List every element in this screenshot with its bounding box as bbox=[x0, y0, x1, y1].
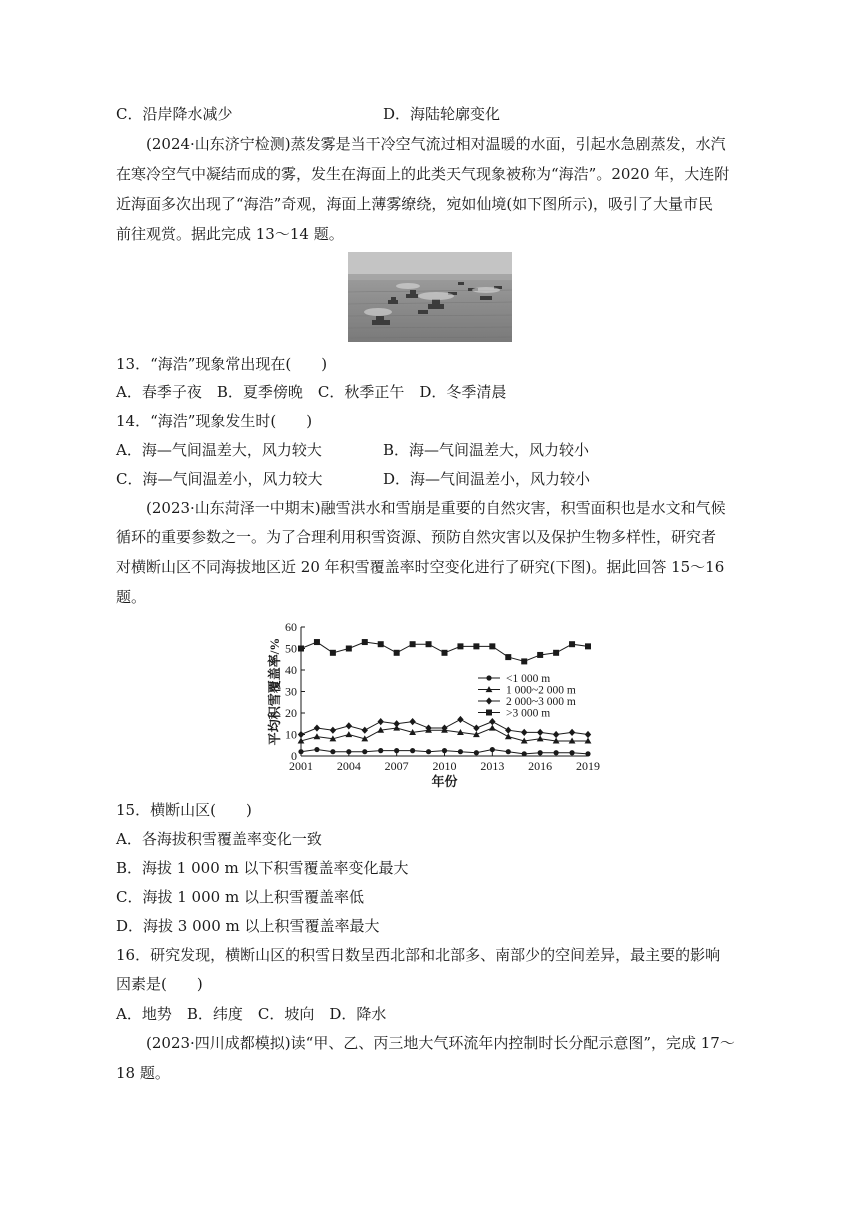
x-tick-label: 2019 bbox=[576, 759, 600, 773]
question-16: 16．研究发现，横断山区的积雪日数呈西北部和北部多、南部少的空间差异，最主要的影响 bbox=[116, 946, 721, 964]
y-tick-label: 10 bbox=[285, 727, 297, 742]
data-point bbox=[473, 724, 479, 731]
question-14-option-d: D．海—气间温差小，风力较小 bbox=[383, 470, 591, 488]
data-point bbox=[442, 650, 448, 656]
data-point bbox=[473, 643, 479, 649]
question-16-options: A．地势 B．纬度 C．坡向 D．降水 bbox=[116, 1005, 387, 1023]
question-15: 15．横断山区( ) bbox=[116, 801, 252, 819]
data-point bbox=[489, 643, 495, 649]
data-point bbox=[522, 751, 527, 756]
data-point bbox=[409, 718, 415, 725]
passage-line: (2023·山东菏泽一中期末)融雪洪水和雪崩是重要的自然灾害，积雪面积也是水文和气候 bbox=[146, 499, 726, 517]
data-point bbox=[314, 639, 320, 645]
question-14-option-c: C．海—气间温差小，风力较大 bbox=[116, 470, 323, 488]
line-d-option: D．海陆轮廓变化 bbox=[383, 105, 501, 123]
legend-label: 2 000~3 000 m bbox=[506, 696, 576, 708]
passage-line: 前往观赏。据此完成 13～14 题。 bbox=[116, 225, 344, 243]
data-point bbox=[378, 641, 384, 647]
passage-line: 题。 bbox=[116, 588, 147, 606]
data-point bbox=[505, 727, 511, 734]
data-point bbox=[569, 641, 575, 647]
passage-line: (2023·四川成都模拟)读“甲、乙、丙三地大气环流年内控制时长分配示意图”，完成 17～ bbox=[146, 1034, 735, 1052]
passage-line: 在寒冷空气中凝结而成的雾，发生在海面上的此类天气现象被称为“海浩”。2020 年，大连附 bbox=[116, 165, 730, 183]
data-point bbox=[410, 748, 415, 753]
x-tick-label: 2001 bbox=[289, 759, 313, 773]
question-16-cont: 因素是( ) bbox=[116, 975, 203, 993]
snow-cover-chart bbox=[265, 618, 600, 794]
line-c-option: C．沿岸降水减少 bbox=[116, 105, 233, 123]
y-axis-label: 平均积雪覆盖率/% bbox=[267, 637, 282, 746]
y-tick-label: 50 bbox=[285, 641, 297, 656]
passage-line: 循环的重要参数之一。为了合理利用积雪资源、预防自然灾害以及保护生物多样性，研究者 bbox=[116, 528, 717, 546]
legend-marker bbox=[486, 710, 492, 716]
data-point bbox=[426, 641, 432, 647]
data-point bbox=[378, 718, 384, 725]
data-point bbox=[585, 731, 591, 738]
question-14-option-b: B．海—气间温差大，风力较小 bbox=[383, 441, 590, 459]
data-point bbox=[330, 727, 336, 734]
data-point bbox=[346, 646, 352, 652]
passage-line: 近海面多次出现了“海浩”奇观，海面上薄雾缭绕，宛如仙境(如下图所示)，吸引了大量市民 bbox=[116, 195, 714, 213]
passage-line: 18 题。 bbox=[116, 1064, 170, 1082]
data-point bbox=[394, 650, 400, 656]
data-point bbox=[554, 750, 559, 755]
data-point bbox=[362, 749, 367, 754]
question-15-option-b: B．海拔 1 000 m 以下积雪覆盖率变化最大 bbox=[116, 859, 409, 877]
data-point bbox=[537, 652, 543, 658]
x-tick-label: 2007 bbox=[384, 759, 409, 773]
y-tick-label: 30 bbox=[285, 684, 297, 699]
data-point bbox=[506, 749, 511, 754]
question-13: 13．“海浩”现象常出现在( ) bbox=[116, 355, 328, 373]
y-tick-label: 20 bbox=[285, 706, 297, 720]
data-point bbox=[314, 733, 321, 739]
question-14-option-a: A．海—气间温差大，风力较大 bbox=[116, 441, 322, 459]
data-point bbox=[538, 750, 543, 755]
data-point bbox=[474, 750, 479, 755]
series-square bbox=[298, 639, 591, 664]
data-point bbox=[362, 639, 368, 645]
passage-line: (2024·山东济宁检测)蒸发雾是当干冷空气流过相对温暖的水面，引起水急剧蒸发，水汽 bbox=[146, 135, 726, 153]
data-point bbox=[394, 748, 399, 753]
data-point bbox=[553, 650, 559, 656]
question-13-options: A．春季子夜 B．夏季傍晚 C．秋季正午 D．冬季清晨 bbox=[116, 383, 507, 401]
x-tick-label: 2004 bbox=[336, 759, 361, 773]
x-tick-label: 2016 bbox=[528, 759, 553, 773]
data-point bbox=[458, 749, 463, 754]
data-point bbox=[585, 751, 590, 756]
data-point bbox=[585, 643, 591, 649]
data-point bbox=[298, 731, 304, 738]
data-point bbox=[410, 641, 416, 647]
data-point bbox=[393, 720, 399, 727]
legend-label: 1 000~2 000 m bbox=[506, 684, 576, 697]
data-point bbox=[457, 716, 463, 723]
passage-line: 对横断山区不同海拔地区近 20 年积雪覆盖率时空变化进行了研究(下图)。据此回答 15～16 bbox=[116, 558, 725, 576]
data-point bbox=[426, 749, 431, 754]
data-point bbox=[457, 643, 463, 649]
x-tick-label: 2010 bbox=[432, 759, 457, 773]
data-point bbox=[346, 722, 352, 729]
sea-smoke-photo bbox=[348, 252, 512, 342]
data-point bbox=[298, 749, 303, 754]
data-point bbox=[314, 747, 319, 752]
sea-smoke-photo-drawing bbox=[348, 252, 512, 342]
data-point bbox=[378, 748, 383, 753]
legend-label: >3 000 m bbox=[506, 707, 551, 720]
legend-marker bbox=[486, 697, 492, 704]
data-point bbox=[537, 735, 544, 741]
question-15-option-d: D．海拔 3 000 m 以上积雪覆盖率最大 bbox=[116, 917, 380, 935]
data-point bbox=[330, 749, 335, 754]
y-tick-label: 40 bbox=[285, 663, 297, 677]
question-14: 14．“海浩”现象发生时( ) bbox=[116, 412, 313, 430]
data-point bbox=[362, 727, 368, 734]
data-point bbox=[569, 729, 575, 736]
data-point bbox=[489, 718, 495, 725]
x-tick-label: 2013 bbox=[480, 759, 505, 773]
question-15-option-a: A．各海拔积雪覆盖率变化一致 bbox=[116, 830, 322, 848]
data-point bbox=[330, 650, 336, 656]
x-axis-label: 年份 bbox=[431, 774, 458, 789]
data-point bbox=[345, 731, 352, 737]
data-point bbox=[490, 747, 495, 752]
data-point bbox=[298, 646, 304, 652]
data-point bbox=[521, 658, 527, 664]
y-tick-label: 0 bbox=[291, 749, 297, 763]
data-point bbox=[505, 654, 511, 660]
data-point bbox=[553, 731, 559, 738]
y-tick-label: 60 bbox=[285, 620, 297, 634]
data-point bbox=[569, 750, 574, 755]
data-point bbox=[537, 729, 543, 736]
legend-marker bbox=[486, 675, 491, 680]
data-point bbox=[521, 729, 527, 736]
data-point bbox=[314, 724, 320, 731]
data-point bbox=[346, 749, 351, 754]
data-point bbox=[489, 725, 496, 731]
legend-label: <1 000 m bbox=[506, 673, 551, 685]
data-point bbox=[505, 733, 512, 739]
question-15-option-c: C．海拔 1 000 m 以上积雪覆盖率低 bbox=[116, 888, 364, 906]
data-point bbox=[442, 748, 447, 753]
